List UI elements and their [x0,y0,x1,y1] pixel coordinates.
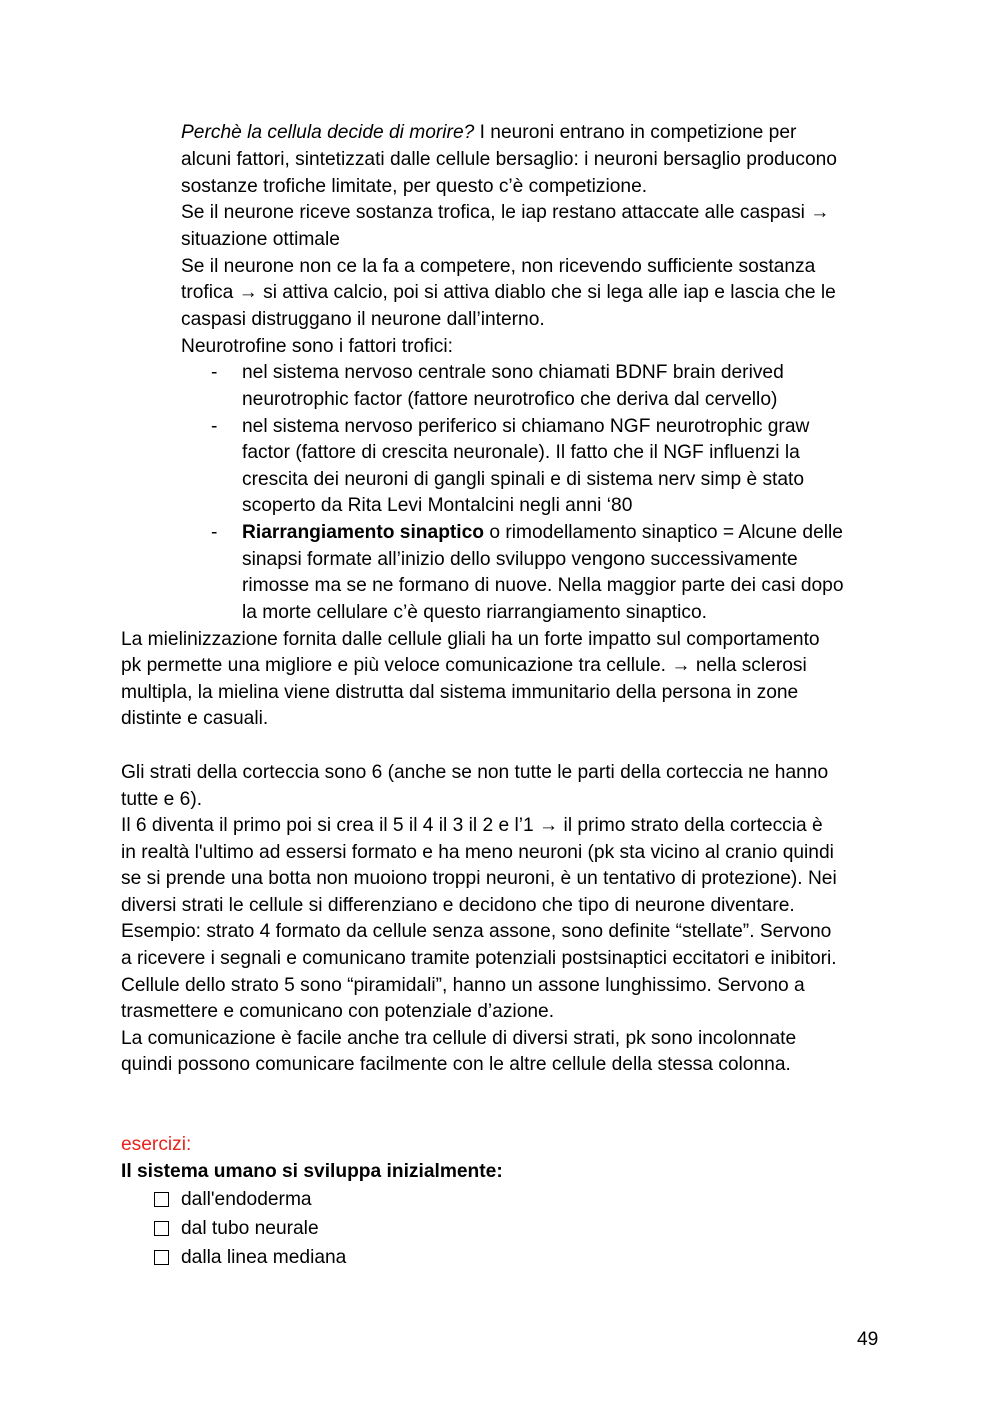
bullet-line: Riarrangiamento sinaptico o rimodellamento sinaptico = Alcune delle [242,522,843,543]
text-line: caspasi distruggano il neurone dall’interno. [181,309,545,330]
text-line: trasmettere e comunicano con potenziale d’azione. [121,1001,555,1022]
exercise-question: Il sistema umano si sviluppa inizialmente: [121,1161,503,1182]
bold-term: Riarrangiamento sinaptico [242,522,485,543]
bullet-dash: - [211,362,218,383]
checkbox[interactable] [154,1250,169,1265]
text-line: Neurotrofine sono i fattori trofici: [181,336,453,357]
exercises-label: esercizi: [121,1134,192,1155]
text-line: Perchè la cellula decide di morire? I neuroni entrano in competizione per [181,122,797,143]
bullet-line: sinapsi formate all’inizio dello sviluppo vengono successivamente [242,549,798,570]
bullet-dash: - [211,416,218,437]
text-line: pk permette una migliore e più veloce comunicazione tra cellule. → nella sclerosi [121,655,807,676]
bullet-line: nel sistema nervoso centrale sono chiamati BDNF brain derived [242,362,784,383]
checkbox[interactable] [154,1221,169,1236]
bullet-line: factor (fattore di crescita neuronale). Il fatto che il NGF influenzi la [242,442,800,463]
bullet-line: crescita dei neuroni di gangli spinali e di sistema nerv simp è stato [242,469,805,490]
option-label: dall'endoderma [181,1189,312,1210]
text-line: se si prende una botta non muoiono troppi neuroni, è un tentativo di protezione). Nei [121,868,837,889]
bullet-line: neurotrophic factor (fattore neurotrofico che deriva dal cervello) [242,389,778,410]
text-line: situazione ottimale [181,229,340,250]
option-label: dalla linea mediana [181,1247,347,1268]
bullet-line: nel sistema nervoso periferico si chiamano NGF neurotrophic graw [242,416,810,437]
bullet-line: la morte cellulare c’è questo riarrangiamento sinaptico. [242,602,707,623]
text-line: trofica → si attiva calcio, poi si attiva diablo che si lega alle iap e lascia che le [181,282,836,303]
bullet-line: scoperto da Rita Levi Montalcini negli anni ‘80 [242,495,633,516]
text-line: tutte e 6). [121,789,203,810]
text-line: a ricevere i segnali e comunicano tramite potenziali postsinaptici eccitatori e inibitori. [121,948,837,969]
text-line: Se il neurone riceve sostanza trofica, le iap restano attaccate alle caspasi → [181,202,830,223]
bullet-line: rimosse ma se ne formano di nuove. Nella maggior parte dei casi dopo [242,575,844,596]
option-label: dal tubo neurale [181,1218,319,1239]
page-number: 49 [857,1329,879,1350]
text-line: Cellule dello strato 5 sono “piramidali”, hanno un assone lunghissimo. Servono a [121,975,805,996]
text-line: La mielinizzazione fornita dalle cellule gliali ha un forte impatto sul comportamento [121,629,820,650]
text-line: alcuni fattori, sintetizzati dalle cellule bersaglio: i neuroni bersaglio producono [181,149,837,170]
text-line: quindi possono comunicare facilmente con le altre cellule della stessa colonna. [121,1054,791,1075]
text-line: distinte e casuali. [121,708,269,729]
checkbox[interactable] [154,1192,169,1207]
text-line: multipla, la mielina viene distrutta dal sistema immunitario della persona in zone [121,682,799,703]
text-line: Gli strati della corteccia sono 6 (anche se non tutte le parti della corteccia ne hanno [121,762,829,783]
text-line: La comunicazione è facile anche tra cellule di diversi strati, pk sono incolonnate [121,1028,797,1049]
text-line: in realtà l'ultimo ad essersi formato e ha meno neuroni (pk sta vicino al cranio quindi [121,842,834,863]
bullet-dash: - [211,522,218,543]
text-line: Esempio: strato 4 formato da cellule senza assone, sono definite “stellate”. Servono [121,921,832,942]
text-line: Se il neurone non ce la fa a competere, non ricevendo sufficiente sostanza [181,256,816,277]
italic-question: Perchè la cellula decide di morire? [181,122,475,143]
text-line: Il 6 diventa il primo poi si crea il 5 il 4 il 3 il 2 e l’1 → il primo strato della corteccia è [121,815,823,836]
text-line: sostanze trofiche limitate, per questo c’è competizione. [181,176,648,197]
text-line: diversi strati le cellule si differenziano e decidono che tipo di neurone diventare. [121,895,795,916]
